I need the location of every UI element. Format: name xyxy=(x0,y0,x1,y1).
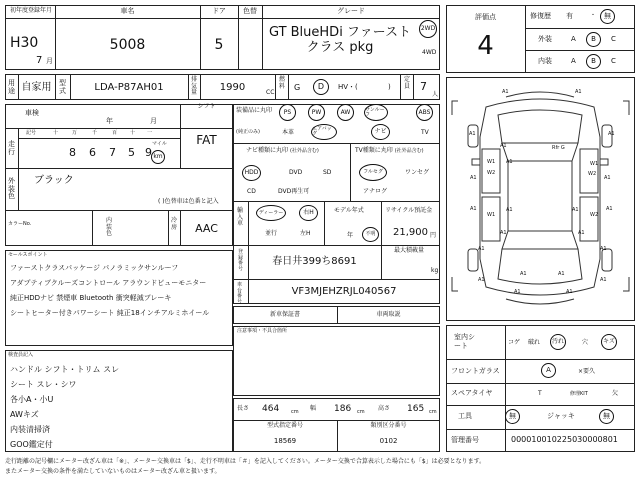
fuel-close: ) xyxy=(388,83,391,91)
windshield-replace: ×要久 xyxy=(578,368,596,375)
mileage-unit-ichi: 一 xyxy=(147,130,153,136)
jack-none-circled: 無 xyxy=(599,409,614,424)
seat-scratch-circled: キズ xyxy=(601,334,617,350)
tv-analog: アナログ xyxy=(363,188,388,195)
exterior-grade-b-circled: B xyxy=(586,32,601,47)
inspector-line: 各小A・小U xyxy=(10,395,54,404)
designation-value: 18569 xyxy=(273,437,297,445)
repair-yes: 有 xyxy=(566,12,573,20)
windshield-label: フロントガラス xyxy=(451,367,500,375)
import-parallel: 並行 xyxy=(265,230,278,237)
roof-mark: Rfr G xyxy=(552,145,565,151)
control-number-label: 管理番号 xyxy=(451,436,479,444)
fuel-d-circled: D xyxy=(313,79,329,95)
sales-point-line: アダプティブクルーズコントロール アラウンドビューモニター xyxy=(10,279,207,287)
damage-mark: A1 xyxy=(506,207,513,213)
color-no-label: カラーNo. xyxy=(8,221,32,227)
registration-value: 春日井399ち8691 xyxy=(272,256,357,267)
damage-mark: W1 xyxy=(487,212,496,218)
seat-tear: 破れ xyxy=(528,339,541,346)
navi-hdd: HDD xyxy=(242,165,261,181)
interior-grade-a: A xyxy=(571,57,576,65)
import-right-hand: 右H xyxy=(299,205,318,221)
recycle-unit: 円 xyxy=(430,232,437,239)
mileage-km-circled: km xyxy=(151,150,165,164)
seat-stain-circled: 汚れ xyxy=(550,334,566,350)
damage-mark: A1 xyxy=(520,271,527,277)
exterior-color-label: 外装色 xyxy=(8,177,15,201)
damage-mark: A1 xyxy=(478,246,485,252)
class-value: 0102 xyxy=(379,437,398,445)
tv-oneseg: ワンセグ xyxy=(405,169,430,176)
length-label: 長さ xyxy=(237,405,250,412)
tv-label: TV種類に丸印 (社外品含む) xyxy=(355,147,424,154)
footer-note-1: 走行距離の記号欄にメーター改ざん車は「※」、メーター交換車は「$」、走行不明車は「＃」を記入してください。メーター交換で合算表示した場合にも「$」は必要となります。 xyxy=(5,458,486,465)
mileage-unit-juu: 十 xyxy=(130,130,136,136)
damage-mark: A1 xyxy=(469,131,476,137)
manual-label: 車両取説 xyxy=(376,311,401,318)
damage-mark: A1 xyxy=(566,289,573,295)
separator-dot: ・ xyxy=(590,12,597,19)
exterior-grade-a: A xyxy=(571,35,576,43)
interior-grade-c: C xyxy=(611,57,616,65)
grade-label: グレード xyxy=(337,7,365,15)
height-label: 高さ xyxy=(378,405,391,412)
notes-label: 注意事項・不具合箇所 xyxy=(237,328,288,334)
tools-none-circled: 無 xyxy=(505,409,520,424)
navi-cd: CD xyxy=(247,188,256,195)
mileage-unit-kigo: 記号 xyxy=(26,130,37,136)
first-reg-label: 初年度登録年月 xyxy=(9,7,52,14)
equipment-sublabel: (純正のみ) xyxy=(236,129,260,135)
first-reg-era: H30 xyxy=(10,35,39,51)
sales-point-line: シートヒーター付きパワーシート 純正18インチアルミホイール xyxy=(10,309,210,317)
usage-value: 自家用 xyxy=(21,82,52,93)
equipment-label: 装備品に丸印 xyxy=(236,107,273,114)
first-reg-month-unit: 月 xyxy=(46,57,53,65)
exterior-grade-c: C xyxy=(611,35,616,43)
capacity-label: 定員 xyxy=(404,76,411,90)
width-value: 186 xyxy=(334,404,352,414)
mileage-unit-hyaku: 百 xyxy=(112,130,118,136)
ac-value: AAC xyxy=(195,222,218,235)
footer-note-2: またメーター交換の条件を満たしていないものはメーター改ざん車と扱います。 xyxy=(5,468,221,475)
equipment-pw: PW xyxy=(308,104,325,121)
sales-points-label: セールスポイント xyxy=(8,252,48,258)
sales-point-line: ファーストクラスパッケージ パノラミックサンルーフ xyxy=(10,264,179,272)
damage-mark: W1 xyxy=(590,161,599,167)
chassis-value: VF3MJEHZRJL040567 xyxy=(291,286,397,297)
fuel-hv: HV・( xyxy=(338,83,358,91)
drive-4wd: 4WD xyxy=(422,49,437,56)
mileage-digit: 8 xyxy=(69,146,76,159)
damage-mark: A1 xyxy=(514,289,521,295)
tools-label: 工具 xyxy=(458,412,472,420)
mileage-digit: 5 xyxy=(128,146,135,159)
mileage-unit-man: 万 xyxy=(72,130,78,136)
grade-value: GT BlueHDi ファーストクラス pkg xyxy=(268,25,412,55)
interior-color-label: 内装色 xyxy=(106,217,113,238)
seat-hole: 穴 xyxy=(582,339,589,346)
seat-burn: コゲ xyxy=(508,339,521,346)
damage-mark: W2 xyxy=(590,212,599,218)
mileage-digit: 7 xyxy=(109,146,116,159)
navi-label: ナビ種類に丸印 (社外品含む) xyxy=(246,147,319,154)
damage-mark: A1 xyxy=(506,159,513,165)
inspection-label: 車検 xyxy=(25,109,39,117)
inspector-line: ハンドル シフト・トリム スレ xyxy=(10,365,120,374)
inspector-label: 検査員記入 xyxy=(8,352,34,358)
inspection-month: 月 xyxy=(150,117,157,125)
height-value: 165 xyxy=(407,404,425,414)
import-dealer: ディーラー xyxy=(256,205,286,221)
usage-label: 用途 xyxy=(8,79,15,95)
mileage-label: 走行 xyxy=(8,140,15,157)
control-number-value: 000010010225030000801 xyxy=(511,435,618,444)
damage-mark: A1 xyxy=(608,131,615,137)
drive-2wd: 2WD xyxy=(419,20,437,38)
class-label: 類別区分番号 xyxy=(370,422,407,429)
spare-missing: 欠 xyxy=(612,390,619,397)
cc-unit: CC xyxy=(266,89,275,96)
exterior-grade-label: 外装 xyxy=(538,35,552,43)
spare-repair-kit: 修理KIT xyxy=(570,391,588,397)
damage-mark: A1 xyxy=(470,175,477,181)
equipment-tv: TV xyxy=(421,129,429,136)
navi-dvd: DVD xyxy=(289,169,303,176)
inspection-year: 年 xyxy=(106,117,113,125)
damage-mark: A1 xyxy=(578,230,585,236)
max-load-label: 最大積載量 xyxy=(394,247,425,254)
designation-label: 型式指定番号 xyxy=(266,422,303,429)
exterior-color-value: ブラック xyxy=(34,175,74,186)
damage-mark: A1 xyxy=(502,89,509,95)
displacement-value: 1990 xyxy=(219,82,246,93)
import-left-hand: 左H xyxy=(300,230,311,237)
mileage-unit-sen: 千 xyxy=(92,130,98,136)
damage-mark: A1 xyxy=(478,277,485,283)
jack-label: ジャッキ xyxy=(547,412,575,420)
repair-none-circled: 無 xyxy=(600,9,615,24)
ac-label: 冷房 xyxy=(171,217,178,231)
model-label: 型式 xyxy=(59,79,66,95)
damage-mark: A1 xyxy=(572,207,579,213)
damage-mark: A1 xyxy=(600,246,607,252)
recycle-value: 21,900 xyxy=(393,227,428,238)
shift-label: シフト xyxy=(197,103,216,110)
inspector-line: GOO鑑定付 xyxy=(10,440,53,449)
interior-grade-b-circled: B xyxy=(586,54,601,69)
max-load-unit: kg xyxy=(431,267,439,274)
warranty-label: 新車保証書 xyxy=(269,311,300,318)
inspector-line: シート スレ・シワ xyxy=(10,380,77,389)
damage-mark: A1 xyxy=(606,206,613,212)
inspector-line: 内装清掃済 xyxy=(10,425,50,434)
length-value: 464 xyxy=(262,404,280,414)
exterior-color-note: ( )色替車は色番と記入 xyxy=(158,198,219,205)
damage-mark: A1 xyxy=(500,230,507,236)
damage-mark: W1 xyxy=(487,159,496,165)
mileage-digit: 6 xyxy=(89,146,96,159)
mileage-mile-label: マイル xyxy=(152,141,167,147)
inspector-line: AWキズ xyxy=(10,410,39,419)
chassis-label: 車台番号 xyxy=(237,282,243,305)
windshield-a-circled: A xyxy=(541,363,556,378)
first-reg-month: 7 xyxy=(36,55,43,66)
damage-mark: W2 xyxy=(588,171,597,177)
notes-box xyxy=(233,326,440,396)
navi-dvd-play: DVD再生可 xyxy=(278,188,310,195)
mileage-unit-10man: 十 xyxy=(53,130,59,136)
equipment-sunroof: サンルーフ xyxy=(364,104,388,121)
displacement-label: 排気量 xyxy=(191,76,198,97)
equipment-leather: 本革 xyxy=(282,129,295,136)
tv-fullseg: フルセグ xyxy=(359,164,387,181)
model-value: LDA-P87AH01 xyxy=(94,82,164,93)
equipment-aw: AW xyxy=(337,104,354,121)
grade-score-value: 4 xyxy=(477,31,494,61)
damage-mark: A1 xyxy=(470,206,477,212)
width-label: 幅 xyxy=(310,405,317,412)
width-unit: cm xyxy=(357,409,365,415)
damage-mark: A1 xyxy=(558,271,565,277)
model-year-unknown: 不明 xyxy=(362,227,379,242)
damage-mark: A1 xyxy=(604,175,611,181)
navi-sd: SD xyxy=(323,169,332,176)
car-diagram xyxy=(446,77,635,321)
equipment-ps: PS xyxy=(279,104,296,121)
registration-label: 登録番号 xyxy=(238,249,244,272)
capacity-unit: 人 xyxy=(432,91,439,98)
color-change-label: 色替 xyxy=(243,7,257,15)
fuel-g: G xyxy=(294,83,301,92)
damage-mark: A1 xyxy=(600,277,607,283)
car-name-label: 車名 xyxy=(120,7,135,15)
damage-mark: A1 xyxy=(500,143,507,149)
fuel-label: 燃料 xyxy=(279,76,286,90)
model-year-year: 年 xyxy=(347,232,354,239)
car-name: 5008 xyxy=(109,37,146,53)
equipment-navi: ナビ xyxy=(371,124,390,140)
shift-value: FAT xyxy=(196,133,217,147)
damage-mark: A1 xyxy=(575,89,582,95)
equipment-abs: ABS xyxy=(416,104,433,121)
length-unit: cm xyxy=(291,409,299,415)
height-unit: cm xyxy=(429,409,437,415)
equipment-airbag: エアバッグ xyxy=(311,124,337,140)
mileage-digit: 9 xyxy=(145,146,152,159)
door-count: 5 xyxy=(214,37,224,53)
repair-history-label: 修復歴 xyxy=(530,12,551,20)
spare-tire-label: スペアタイヤ xyxy=(451,389,493,397)
sales-point-line: 純正HDDナビ 禁煙車 Bluetooth 衝突軽減ブレーキ xyxy=(10,294,172,302)
capacity-value: 7 xyxy=(420,80,427,93)
recycle-label: リサイクル預託金 xyxy=(385,207,433,214)
door-label: ドア xyxy=(212,7,226,15)
spare-t: T xyxy=(538,390,542,397)
import-label: 輸入車 xyxy=(237,207,244,228)
model-year-label: モデル年式 xyxy=(334,207,364,214)
grade-score-label: 評価点 xyxy=(475,13,496,21)
damage-mark: W2 xyxy=(487,170,496,176)
interior-grade-label: 内装 xyxy=(538,57,552,65)
interior-seat-label: 室内シート xyxy=(454,333,475,351)
